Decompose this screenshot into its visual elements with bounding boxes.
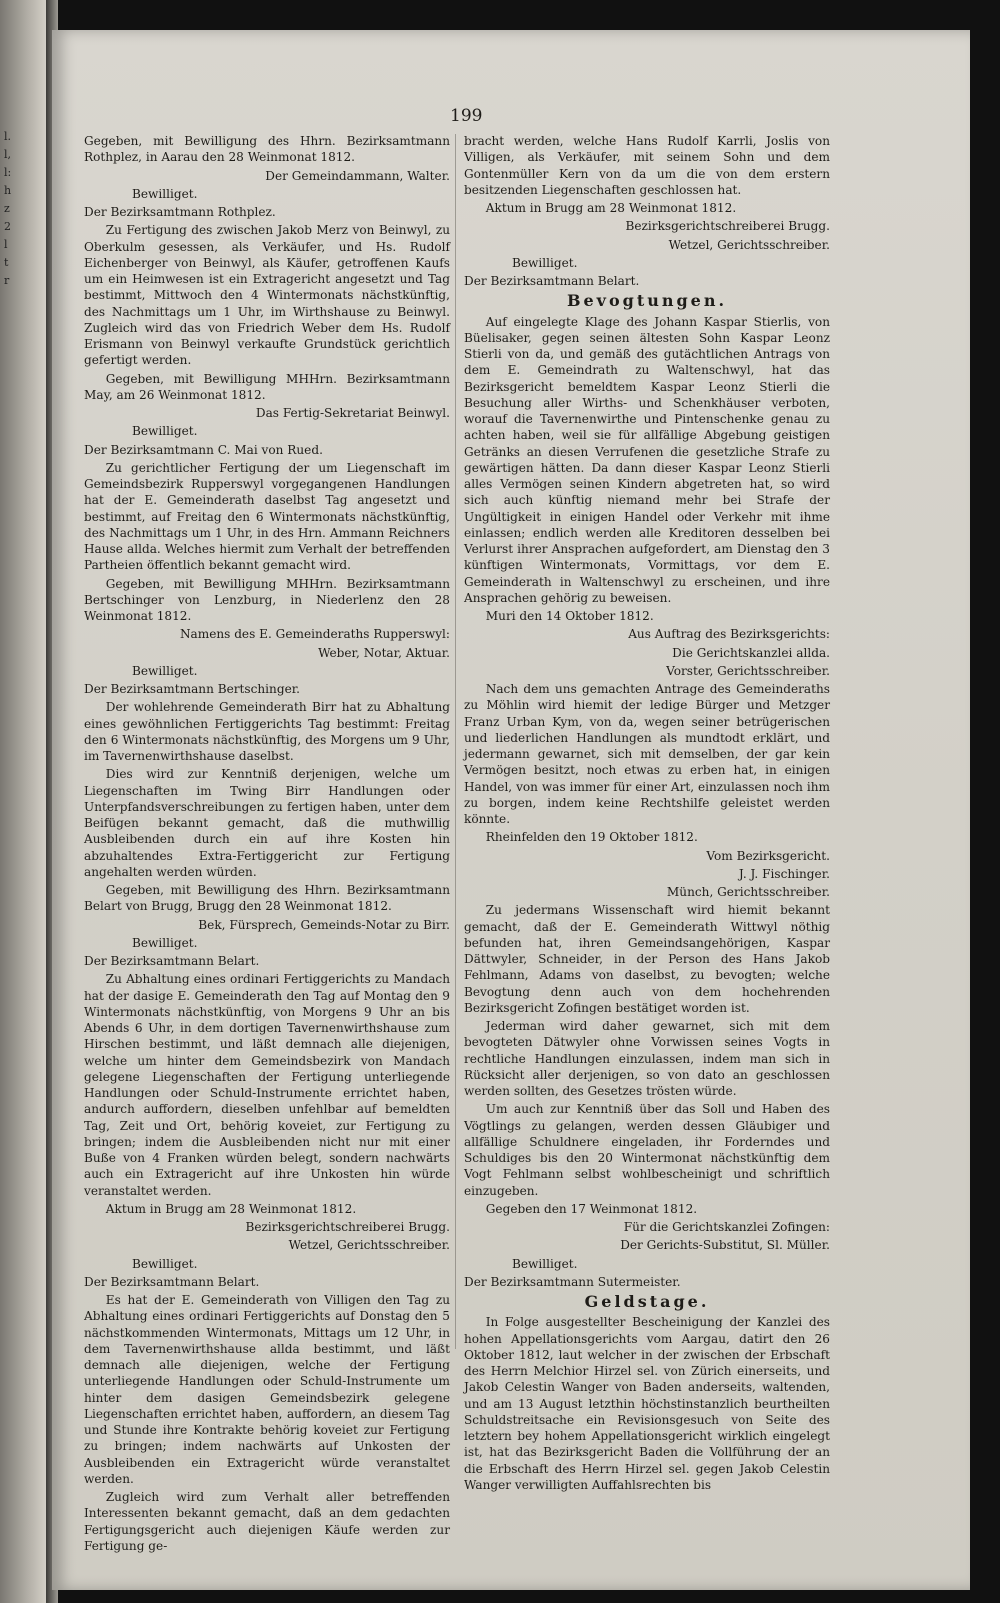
- notice-paragraph: Der wohlehrende Gemeinderath Birr hat zu Abhaltung eines gewöhnlichen Fertiggerichts Tag bestimmt: Freitag den 6 Wintermonats nächstkünftig, des Morgens um 9 Uhr, im Tavernenwirthshause daselbst.: [84, 700, 450, 763]
- signature: Der Bezirksamtmann Belart.: [84, 1274, 260, 1289]
- signature: Münch, Gerichtsschreiber.: [666, 885, 830, 899]
- paragraph: Gegeben, mit Bewilligung des Hhrn. Bezirksamtmann Belart von Brugg, Brugg den 28 Weinmonat 1812.: [84, 883, 450, 914]
- approval-note: Bewilliget.: [132, 1256, 198, 1271]
- previous-page-edge: [0, 0, 48, 1603]
- notice-paragraph: In Folge ausgestellter Bescheinigung der Kanzlei des hohen Appellationsgerichts vom Aargau, datirt den 26 Oktober 1812, laut welcher in der zwischen der Erbschaft des Herrn Melchior Hirzel sel. von Zürich einerseits, und Jakob Celestin Wanger von Baden anderseits, waltenden, und am 13 August letzthin höchstinstanzlich beurtheilten Schuldstreitsache ein Revisionsgesuch von Seite des letztern bey hohem Appellationsgericht wirklich eingelegt ist, hat das Bezirksgericht Baden die Vollführung der an die Erbschaft des Herrn Hirzel sel. gegen Jakob Celestin Wanger verwilligten Auffahlsrechten bis: [464, 1315, 830, 1492]
- column-divider: [455, 134, 456, 1349]
- signature: Vorster, Gerichtsschreiber.: [666, 663, 830, 678]
- paragraph: Aktum in Brugg am 28 Weinmonat 1812.: [485, 201, 737, 215]
- signature: Der Bezirksamtmann Bertschinger.: [84, 682, 301, 696]
- notice-paragraph: Nach dem uns gemachten Antrage des Gemeinderaths zu Möhlin wird hiemit der ledige Bürger und Metzger Franz Urban Kym, von da, wegen seiner betrügerischen und liederlichen Handlungen als mundtodt erklärt, und jedermann gewarnet, sich mit demselben, der gar kein Vermögen besitzt, noch etwas zu erben hat, in einigen Handel, von was immer für einer Art, einzulassen noch ihm zu borgen, indem keine Rechtshilfe geleistet werden könnte.: [464, 682, 830, 826]
- approval-note: Bewilliget.: [512, 255, 578, 270]
- signature: Vom Bezirksgericht.: [706, 848, 830, 863]
- paragraph: Rheinfelden den 19 Oktober 1812.: [485, 830, 698, 845]
- notice-paragraph: Zu Abhaltung eines ordinari Fertiggerichts zu Mandach hat der dasige E. Gemeinderath den Tag auf Montag den 9 Wintermonats nächstkünftig, von Morgens 9 Uhr an bis Abends 6 Uhr, in dem dortigen Tavernenwirthshause zum Hirschen bestimmt, und läßt demnach alle diejenigen, welche um hinter dem Gemeindsbezirk von Mandach gelegene Liegenschaften der Fertigung unterliegende Handlungen oder Schuld-Instrumente errichtet haben, andurch auffordern, dieselben unfehlbar auf bemeldten Tag, Zeit und Ort, behörig koveiet, zur Fertigung zu bringen; indem die Ausbleibenden nicht nur mit einer Buße von 4 Franken würden belegt, sondern nachwärts auch ein Extragericht auf ihre Unkosten hin würde veranstaltet werden.: [84, 972, 450, 1198]
- signature: Bezirksgerichtschreiberei Brugg.: [625, 219, 830, 234]
- notice-paragraph: Zu Fertigung des zwischen Jakob Merz von Beinwyl, zu Oberkulm gesessen, als Verkäufer, und Hs. Rudolf Eichenberger von Beinwyl, als Käufer, getroffenen Kaufs um ein Heimwesen ist ein Extragericht angesetzt und Tag bestimmt, Mittwoch den 4 Wintermonats nächstkünftig, des Nachmittags um 1 Uhr, im Wirthshause zu Beinwyl. Zugleich wird das von Friedrich Weber dem Hs. Rudolf Erismann von Beinwyl verkaufte Grundstück gerichtlich gefertigt werden.: [84, 223, 450, 368]
- notice-paragraph: Auf eingelegte Klage des Johann Kaspar Stierlis, von Büelisaker, gegen seinen ältesten Sohn Kaspar Leonz Stierli von da, und gemäß des gutächtlichen Antrags von dem E. Gemeindrath zu Waltenschwyl, hat das Bezirksgericht bemeldtem Kaspar Leonz Stierli die Besuchung aller Wirths- und Schenkhäuser verboten, worauf die Tavernenwirthe und Pintenschenke genau zu achten haben, weil sie für allfällige Abgebung geistigen Getränks an diesen Verrufenen die gesetzliche Strafe zu gewärtigen hätten. Da dann dieser Kaspar Leonz Stierli alles Vermögen seinen Kindern abgetreten hat, so wird sich auch künftig niemand mehr bei Strafe der Ungültigkeit in einigen Handel oder Verkehr mit ihme einlassen; endlich werden alle Kreditoren desselben bei Verlurst ihrer Ansprachen aufgefordert, am Dienstag den 3 künftigen Wintermonats, Vormittags, vor dem E. Gemeinderath in Waltenschwyl zu erscheinen, und ihre Ansprachen gehörig zu beweisen.: [464, 314, 830, 605]
- prev-page-fragment: r: [4, 274, 10, 287]
- signature: Das Fertig-Sekretariat Beinwyl.: [255, 406, 450, 420]
- signature: Wetzel, Gerichtsschreiber.: [668, 237, 830, 252]
- left-column: [84, 133, 450, 1556]
- signature: Der Bezirksamtmann C. Mai von Rued.: [84, 442, 323, 457]
- signature: Der Gerichts-Substitut, Sl. Müller.: [620, 1238, 830, 1253]
- right-column: [464, 133, 830, 1495]
- signature: Bezirksgerichtschreiberei Brugg.: [245, 1220, 450, 1234]
- approval-note: Bewilliget.: [132, 424, 198, 439]
- paragraph: Gegeben, mit Bewilligung MHHrn. Bezirksamtmann May, am 26 Weinmonat 1812.: [84, 371, 450, 402]
- paragraph: Aktum in Brugg am 28 Weinmonat 1812.: [105, 1201, 357, 1216]
- notice-paragraph: Zu jedermans Wissenschaft wird hiemit bekannt gemacht, daß der E. Gemeinderath Wittwyl nöthig befunden hat, ihren Gemeindsangehörigen, Kaspar Dättwyler, Schneider, in der Person des Hans Jakob Fehlmann, Adams von daselbst, zu bevogten; welche Bevogtung denn auch von dem hochehrenden Bezirksgericht Zofingen bestätiget worden ist.: [464, 903, 830, 1015]
- signature: Wetzel, Gerichtsschreiber.: [288, 1238, 450, 1253]
- prev-page-fragment: l:: [4, 166, 12, 179]
- signature: Der Bezirksamtmann Sutermeister.: [464, 1274, 681, 1289]
- signature: Der Bezirksamtmann Rothplez.: [84, 205, 276, 219]
- notice-paragraph: Dies wird zur Kenntniß derjenigen, welche um Liegenschaften im Twing Birr Handlungen oder Unterpfandsverschreibungen zu fertigen haben, unter dem Beifügen bekannt gemacht, daß die muthwillig Ausbleibenden durch ein auf ihre Kosten hin abzuhaltendes Extra-Fertiggericht zur Fertigung angehalten werden würden.: [84, 767, 450, 879]
- signature: Der Bezirksamtmann Belart.: [464, 274, 640, 288]
- signature: Bek, Fürsprech, Gemeinds-Notar zu Birr.: [198, 917, 450, 932]
- notice-paragraph: Jederman wird daher gewarnet, sich mit dem bevogteten Dätwyler ohne Vorwissen seines Vogts in rechtliche Handlungen einzulassen, indem man sich in Rücksicht aller derjenigen, so von dato an geschlossen werden sollten, des Gesetzes trösten würde.: [464, 1019, 830, 1098]
- signature: J. J. Fischinger.: [738, 866, 830, 881]
- notice-paragraph: Zugleich wird zum Verhalt aller betreffenden Interessenten bekannt gemacht, daß an dem gedachten Fertigungsgericht auch diejenigen Käufe werden zur Fertigung ge-: [84, 1490, 450, 1553]
- approval-note: Bewilliget.: [132, 663, 198, 678]
- paragraph: bracht werden, welche Hans Rudolf Karrli, Joslis von Villigen, als Verkäufer, mit seinem Sohn und dem Gontenmüller Kern von da um die von dem erstern besitzenden Liegenschaften geschlossen hat.: [464, 134, 830, 197]
- signature: Die Gerichtskanzlei allda.: [672, 645, 830, 660]
- paragraph: Gegeben den 17 Weinmonat 1812.: [485, 1201, 698, 1216]
- signature: Weber, Notar, Aktuar.: [318, 645, 450, 660]
- notice-paragraph: Um auch zur Kenntniß über das Soll und Haben des Vögtlings zu gelangen, werden dessen Gläubiger und allfällige Schuldnere eingeladen, ihr Forderndes und Schuldiges bis den 20 Wintermonat nächstkünftig dem Vogt Fehlmann selbst wohlbescheinigt und schriftlich einzugeben.: [464, 1102, 830, 1198]
- paragraph: Gegeben, mit Bewilligung MHHrn. Bezirksamtmann Bertschinger von Lenzburg, in Niederlenz den 28 Weinmonat 1812.: [84, 576, 450, 623]
- paragraph: Muri den 14 Oktober 1812.: [485, 609, 654, 623]
- notice-paragraph: Es hat der E. Gemeinderath von Villigen den Tag zu Abhaltung eines ordinari Fertiggerichts auf Donstag den 5 nächstkommenden Wintermonats, Mittags um 12 Uhr, in dem Tavernenwirthshause allda bestimmt, und läßt demnach alle diejenigen, welche der Fertigung unterliegende Handlungen oder Schuld-Instrumente um hinter dem dasigen Gemeindsbezirk gelegene Liegenschaften errichtet haben, auffordern, an diesem Tag und Stunde ihre Kontrakte behörig koveiet zur Fertigung zu bringen; indem nachwärts auf Unkosten der Ausbleibenden ein Extragericht würde veranstaltet werden.: [84, 1293, 450, 1486]
- signature: Aus Auftrag des Bezirksgerichts:: [628, 627, 830, 642]
- signature: Namens des E. Gemeinderaths Rupperswyl:: [179, 627, 450, 642]
- prev-page-fragment: z: [4, 202, 10, 215]
- approval-note: Bewilliget.: [132, 935, 198, 950]
- page-number: 199: [450, 106, 483, 126]
- notice-paragraph: Zu gerichtlicher Fertigung der um Liegenschaft im Gemeindsbezirk Rupperswyl vorgegangenen Handlungen hat der E. Gemeinderath daselbst Tag angesetzt und bestimmt, auf Freitag den 6 Wintermonats nächstkünftig, des Nachmittags um 1 Uhr, in des Hrn. Ammann Reichners Hause allda. Welches hiermit zum Verhalt der betreffenden Partheien öffentlich bekannt gemacht wird.: [84, 460, 450, 573]
- signature: Der Bezirksamtmann Belart.: [84, 954, 260, 968]
- prev-page-fragment: l,: [4, 148, 12, 161]
- signature: Für die Gerichtskanzlei Zofingen:: [623, 1220, 830, 1234]
- section-heading-bevogtungen: Bevogtungen.: [566, 291, 728, 311]
- section-heading-geldstage: Geldstage.: [584, 1292, 710, 1311]
- signature: Der Gemeindammann, Walter.: [265, 168, 450, 183]
- prev-page-fragment: l.: [4, 130, 12, 143]
- paragraph: Gegeben, mit Bewilligung des Hhrn. Bezirksamtmann Rothplez, in Aarau den 28 Weinmonat 1812.: [84, 134, 450, 165]
- approval-note: Bewilliget.: [132, 186, 198, 201]
- prev-page-fragment: 2: [4, 220, 11, 233]
- prev-page-fragment: h: [4, 184, 12, 197]
- approval-note: Bewilliget.: [512, 1256, 578, 1271]
- prev-page-fragment: l: [4, 238, 8, 251]
- prev-page-fragment: t: [4, 256, 9, 269]
